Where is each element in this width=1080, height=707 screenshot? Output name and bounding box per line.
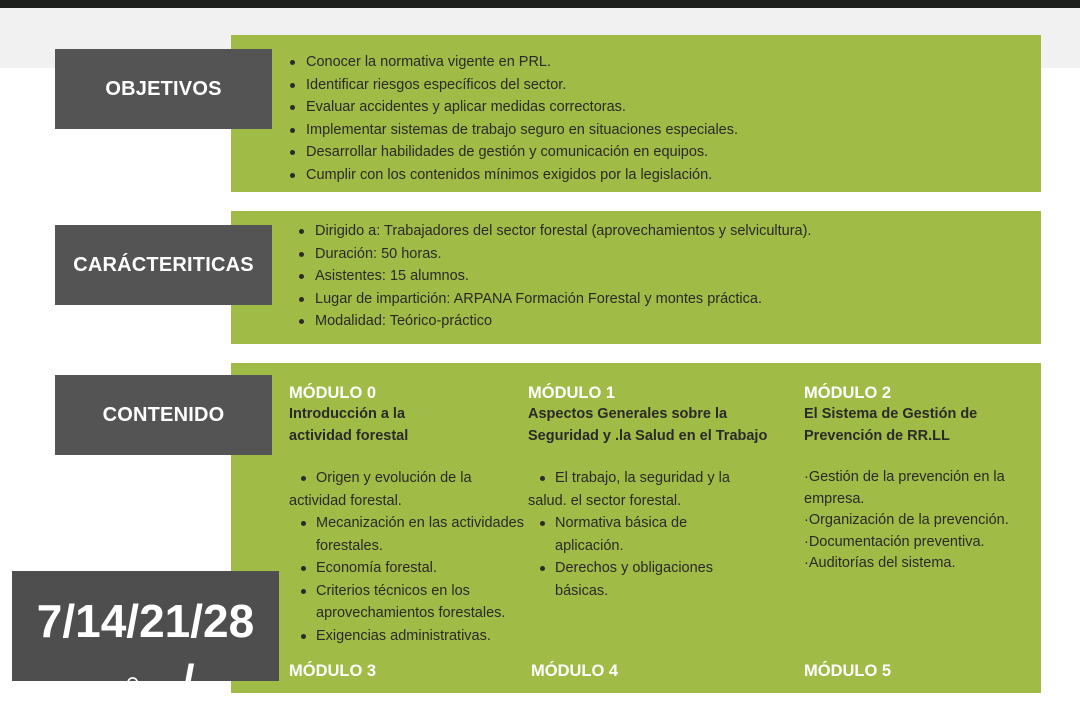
list-item: Implementar sistemas de trabajo seguro en situaciones especiales. [286,119,738,142]
list-item: Modalidad: Teórico-práctico [295,310,811,333]
modulo-title: El Sistema de Gestión de Prevención de RR.LL [804,406,978,444]
dates-line-2: - ◦ - / [96,655,195,707]
objetivos-list [286,51,738,186]
list-item: Desarrollar habilidades de gestión y comunicación en equipos. [286,141,738,164]
modulo-body [528,467,753,602]
list-item: Origen y evolución de la actividad forestal. [289,467,529,512]
list-item: ·Gestión de la prevención en la empresa. [804,469,1005,507]
modulo-title: Introducción a la actividad forestal [289,406,409,444]
list-item: Exigencias administrativas. [289,625,529,648]
list-item: Normativa básica de aplicación. [528,512,753,557]
dates-line-1: 7/14/21/28 [36,595,255,647]
modulo-0 [289,383,529,647]
list-item: Cumplir con los contenidos mínimos exigidos por la legislación. [286,164,738,187]
list-item: ·Auditorías del sistema. [804,555,956,571]
objetivos-label: OBJETIVOS [55,49,272,129]
modulo-list [528,467,753,602]
modulo-5-number: MÓDULO 5 [804,662,892,680]
modulo-3-number: MÓDULO 3 [289,662,377,680]
modulo-1 [528,383,790,602]
list-item: Identificar riesgos específicos del sector. [286,74,738,97]
modulo-list [289,467,529,647]
modulo-number: MÓDULO 1 [528,384,616,402]
caracteristicas-label: CARÁCTERITICAS [55,225,272,305]
modulo-number: MÓDULO 0 [289,384,377,402]
modulo-body [804,467,1029,575]
modulo-number: MÓDULO 2 [804,384,892,402]
caracteristicas-list [295,220,811,333]
list-item: Conocer la normativa vigente en PRL. [286,51,738,74]
modulo-body [289,467,529,647]
caracteristicas-panel [231,211,1041,344]
list-item: Dirigido a: Trabajadores del sector forestal (aprovechamientos y selvicultura). [295,220,811,243]
dates-box [12,571,279,707]
list-item: Criterios técnicos en los aprovechamientos forestales. [289,580,529,625]
list-item: Duración: 50 horas. [295,243,811,266]
modulo-2 [804,383,1029,575]
list-item: ·Organización de la prevención. [804,512,1009,528]
list-item: Mecanización en las actividades forestales. [289,512,529,557]
modulo-4-number: MÓDULO 4 [531,662,619,680]
top-bar [0,0,1080,8]
list-item: Evaluar accidentes y aplicar medidas correctoras. [286,96,738,119]
list-item: ·Documentación preventiva. [804,533,985,550]
list-item: Asistentes: 15 alumnos. [295,265,811,288]
list-item: El trabajo, la seguridad y la salud. el sector forestal. [528,467,753,512]
contenido-label: CONTENIDO [55,375,272,455]
list-item: Economía forestal. [289,557,529,580]
list-item: Lugar de impartición: ARPANA Formación Forestal y montes práctica. [295,288,811,311]
modulo-title: Aspectos Generales sobre la Seguridad y .la Salud en el Trabajo [528,406,768,444]
list-item: Derechos y obligaciones básicas. [528,557,753,602]
objetivos-panel [231,35,1041,192]
